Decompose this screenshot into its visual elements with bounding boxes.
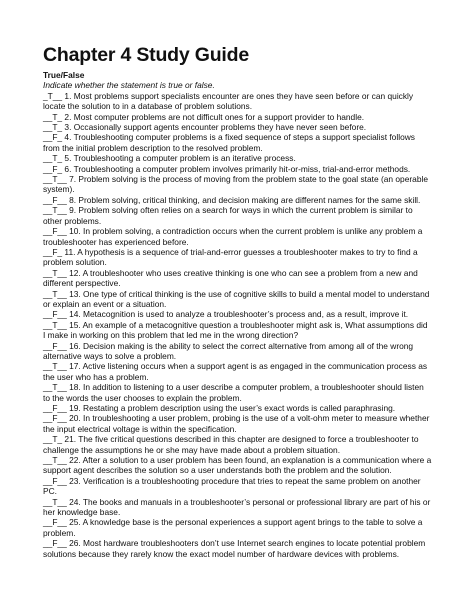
question-item: __T__ 24. The books and manuals in a troubleshooter’s personal or professional library are part of his or her knowledge base. [43,496,431,518]
question-item: __T__ 13. One type of critical thinking is the use of cognitive skills to build a mental model to understand or explain an event or a situation. [43,288,430,309]
question-item: __T__ 7. Problem solving is the process of moving from the problem state to the goal state (an operable system). [43,174,428,195]
question-item: __T__ 15. An example of a metacognitive question a troubleshooter might ask is, What assumptions did I make in working on this problem that led me in the wrong direction? [43,319,428,341]
question-item: __T_ 5. Troubleshooting a computer problem is an iterative process. [43,153,296,164]
question-item: __T__ 9. Problem solving often relies on a search for ways in which the current problem is similar to other problems. [43,205,413,226]
section-heading: True/False [43,70,85,80]
question-item: __F__ 8. Problem solving, critical thinking, and decision making are different names for the same skill. [43,194,421,205]
question-item: __F_ 4. Troubleshooting computer problems is a fixed sequence of steps a support specialist follows from the initial problem description to the resolved problem. [43,132,415,153]
section-instructions: Indicate whether the statement is true or false. [43,80,215,91]
page-title: Chapter 4 Study Guide [43,44,249,66]
question-item: __F__ 14. Metacognition is used to analyze a troubleshooter’s process and, as a result, improve it. [43,309,409,320]
question-item: _T__ 1. Most problems support specialists encounter are ones they have seen before or can quickly locate the solution to in a database of problem solutions. [43,90,414,112]
question-item: __T__ 18. In addition to listening to a user describe a computer problem, a troubleshooter should listen to the words the user chooses to explain the problem. [43,382,424,403]
question-list [43,91,432,559]
question-item: __T_ 3. Occasionally support agents encounter problems they have never seen before. [43,122,367,133]
question-item: __F__ 10. In problem solving, a contradiction occurs when the current problem is unlike any problem a troubleshooter has experienced before. [43,226,423,247]
question-item: __T__ 17. Active listening occurs when a support agent is as engaged in the communication process as the user who has a problem. [43,361,428,382]
question-item: __T_ 2. Most computer problems are not difficult ones for a support provider to handle. [43,111,365,122]
question-item: __F__ 20. In troubleshooting a user problem, probing is the use of a volt-ohm meter to measure whether the input electrical voltage is within the specification. [43,413,430,434]
question-item: __F__ 16. Decision making is the ability to select the correct alternative from among all of the wrong alternative ways to solve a problem. [43,340,414,361]
question-item: __F__ 25. A knowledge base is the personal experiences a support agent brings to the table to solve a problem. [43,517,423,538]
question-item: __F__ 19. Restating a problem description using the user’s exact words is called paraphrasing. [43,403,396,413]
question-item: __T__ 22. After a solution to a user problem has been found, an explanation is a communication where a support agent describes the solution so a user understands both the problem and the solution. [43,455,432,476]
question-item: __F_ 11. A hypothesis is a sequence of trial-and-error guesses a troubleshooter makes to try to find a problem solution. [43,246,418,268]
question-item: __T_ 21. The five critical questions described in this chapter are designed to force a troubleshooter to challenge the assumptions he or she may have made about a problem situation. [43,434,419,455]
question-item: __F_ 6. Troubleshooting a computer problem involves primarily hit-or-miss, trial-and-error methods. [43,163,411,174]
question-item: __T__ 12. A troubleshooter who uses creative thinking is one who can see a problem from a new and different perspective. [43,267,418,289]
question-item: __F__ 26. Most hardware troubleshooters don’t use Internet search engines to locate potential problem solutions because they rarely know the exact model number of hardware devices with problems. [43,538,426,559]
question-item: __F__ 23. Verification is a troubleshooting procedure that tries to repeat the same problem on another PC. [43,475,421,497]
